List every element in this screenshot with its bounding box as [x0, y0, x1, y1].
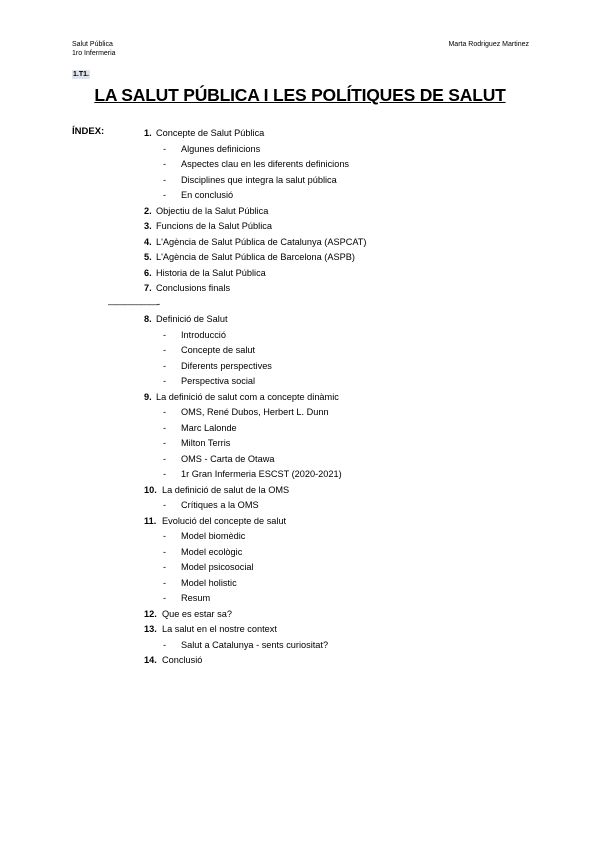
bullet-dash: - — [163, 639, 167, 650]
section-title: La definició de salut com a concepte dinàmic — [156, 391, 339, 402]
toc-subsection — [0, 405, 600, 421]
course-year: 1ro Infermeria — [72, 50, 116, 57]
section-title: La salut en el nostre context — [162, 624, 277, 634]
toc-subsection — [0, 545, 600, 561]
bullet-dash: - — [163, 422, 167, 433]
subsection-title: Aspectes clau en les diferents definicions — [181, 159, 350, 169]
section-number: 9. — [144, 391, 152, 402]
section-number: 11. — [144, 515, 157, 526]
table-of-contents — [0, 126, 600, 669]
toc-subsection — [0, 157, 600, 173]
section-title: L'Agència de Salut Pública de Barcelona (ASPB) — [156, 252, 355, 262]
subsection-title: Diferents perspectives — [181, 360, 272, 371]
subsection-title: Milton Terris — [181, 438, 231, 448]
bullet-dash: - — [163, 174, 167, 185]
bullet-dash: - — [163, 577, 167, 588]
section-title: Conclusions finals — [156, 283, 231, 293]
toc-section — [0, 126, 600, 142]
header-left — [72, 40, 116, 58]
section-title: Evolució del concepte de salut — [162, 515, 287, 526]
section-number: 1. — [144, 128, 152, 138]
subsection-title: Model ecològic — [181, 546, 243, 557]
bullet-dash: - — [163, 143, 167, 154]
toc-section — [0, 235, 600, 251]
subsection-title: Model biomèdic — [181, 531, 246, 541]
bullet-dash: - — [163, 407, 167, 417]
section-number: 13. — [144, 624, 157, 634]
section-title: Historia de la Salut Pública — [156, 267, 266, 278]
section-number: 4. — [144, 236, 152, 247]
section-number: 3. — [144, 221, 152, 231]
toc-subsection — [0, 529, 600, 545]
index-label: ÍNDEX: — [72, 126, 105, 137]
section-number: 5. — [144, 252, 152, 262]
subsection-title: Crítiques a la OMS — [181, 500, 259, 510]
subsection-title: Resum — [181, 593, 211, 603]
toc-subsection — [0, 576, 600, 592]
subsection-title: Perspectiva social — [181, 376, 256, 386]
subsection-title: Model holistic — [181, 577, 237, 588]
separator-row — [0, 297, 600, 313]
bullet-dash: - — [163, 469, 167, 479]
toc-section — [0, 266, 600, 282]
subsection-title: 1r Gran Infermeria ESCST (2020-2021) — [181, 469, 342, 479]
section-number: 7. — [144, 283, 152, 293]
toc-subsection — [0, 436, 600, 452]
bullet-dash: - — [163, 500, 167, 510]
bullet-dash: - — [163, 190, 167, 200]
bullet-dash: - — [163, 438, 167, 448]
toc-subsection — [0, 452, 600, 468]
toc-subsection — [0, 173, 600, 189]
toc-section — [0, 483, 600, 499]
section-title: Conclusió — [162, 655, 203, 665]
section-title: Que es estar sa? — [162, 608, 232, 619]
toc-subsection — [0, 560, 600, 576]
bullet-dash: - — [163, 360, 167, 371]
author-name: Marta Rodriguez Martinez — [448, 41, 529, 48]
toc-subsection — [0, 638, 600, 654]
toc-subsection — [0, 498, 600, 514]
subsection-title: En conclusió — [181, 190, 234, 200]
section-title: Funcions de la Salut Pública — [156, 221, 272, 231]
section-number: 6. — [144, 267, 152, 278]
subsection-title: OMS - Carta de Otawa — [181, 453, 275, 464]
toc-section — [0, 312, 600, 328]
toc-subsection — [0, 374, 600, 390]
bullet-dash: - — [163, 376, 167, 386]
section-title: L'Agència de Salut Pública de Catalunya (ASPCAT) — [156, 236, 367, 247]
subsection-title: Model psicosocial — [181, 562, 254, 572]
toc-section — [0, 622, 600, 638]
subsection-title: Concepte de salut — [181, 345, 256, 355]
course-name: Salut Pública — [72, 41, 113, 48]
section-title: Objectiu de la Salut Pública — [156, 205, 269, 216]
toc-section — [0, 281, 600, 297]
section-number: 10. — [144, 484, 157, 495]
subsection-title: OMS, René Dubos, Herbert L. Dunn — [181, 407, 329, 417]
toc-section — [0, 607, 600, 623]
section-number: 8. — [144, 314, 152, 324]
toc-section — [0, 390, 600, 406]
toc-subsection — [0, 467, 600, 483]
bullet-dash: - — [163, 562, 167, 572]
section-title: La definició de salut de la OMS — [162, 484, 290, 495]
section-number: 2. — [144, 205, 152, 216]
toc-section — [0, 204, 600, 220]
bullet-dash: - — [163, 159, 167, 169]
subsection-title: Marc Lalonde — [181, 422, 237, 433]
separator-line: ——————- — [108, 298, 160, 309]
bullet-dash: - — [163, 345, 167, 355]
toc-subsection — [0, 591, 600, 607]
section-title: Concepte de Salut Pública — [156, 128, 265, 138]
toc-section — [0, 514, 600, 530]
toc-section — [0, 219, 600, 235]
toc-subsection — [0, 359, 600, 375]
toc-subsection — [0, 421, 600, 437]
section-title: Definició de Salut — [156, 314, 228, 324]
subsection-title: Disciplines que integra la salut pública — [181, 174, 337, 185]
subsection-title: Introducció — [181, 329, 226, 340]
subsection-title: Salut a Catalunya - sents curiositat? — [181, 639, 329, 650]
toc-subsection — [0, 328, 600, 344]
toc-section — [0, 653, 600, 669]
page-title: LA SALUT PÚBLICA I LES POLÍTIQUES DE SALUT — [94, 85, 506, 105]
bullet-dash: - — [163, 453, 167, 464]
toc-section — [0, 250, 600, 266]
unit-tag: 1.T1. — [73, 71, 89, 78]
section-number: 14. — [144, 655, 157, 665]
toc-subsection — [0, 343, 600, 359]
bullet-dash: - — [163, 593, 167, 603]
toc-subsection — [0, 142, 600, 158]
bullet-dash: - — [163, 546, 167, 557]
bullet-dash: - — [163, 531, 167, 541]
subsection-title: Algunes definicions — [181, 143, 261, 154]
section-number: 12. — [144, 608, 157, 619]
toc-subsection — [0, 188, 600, 204]
bullet-dash: - — [163, 329, 167, 340]
